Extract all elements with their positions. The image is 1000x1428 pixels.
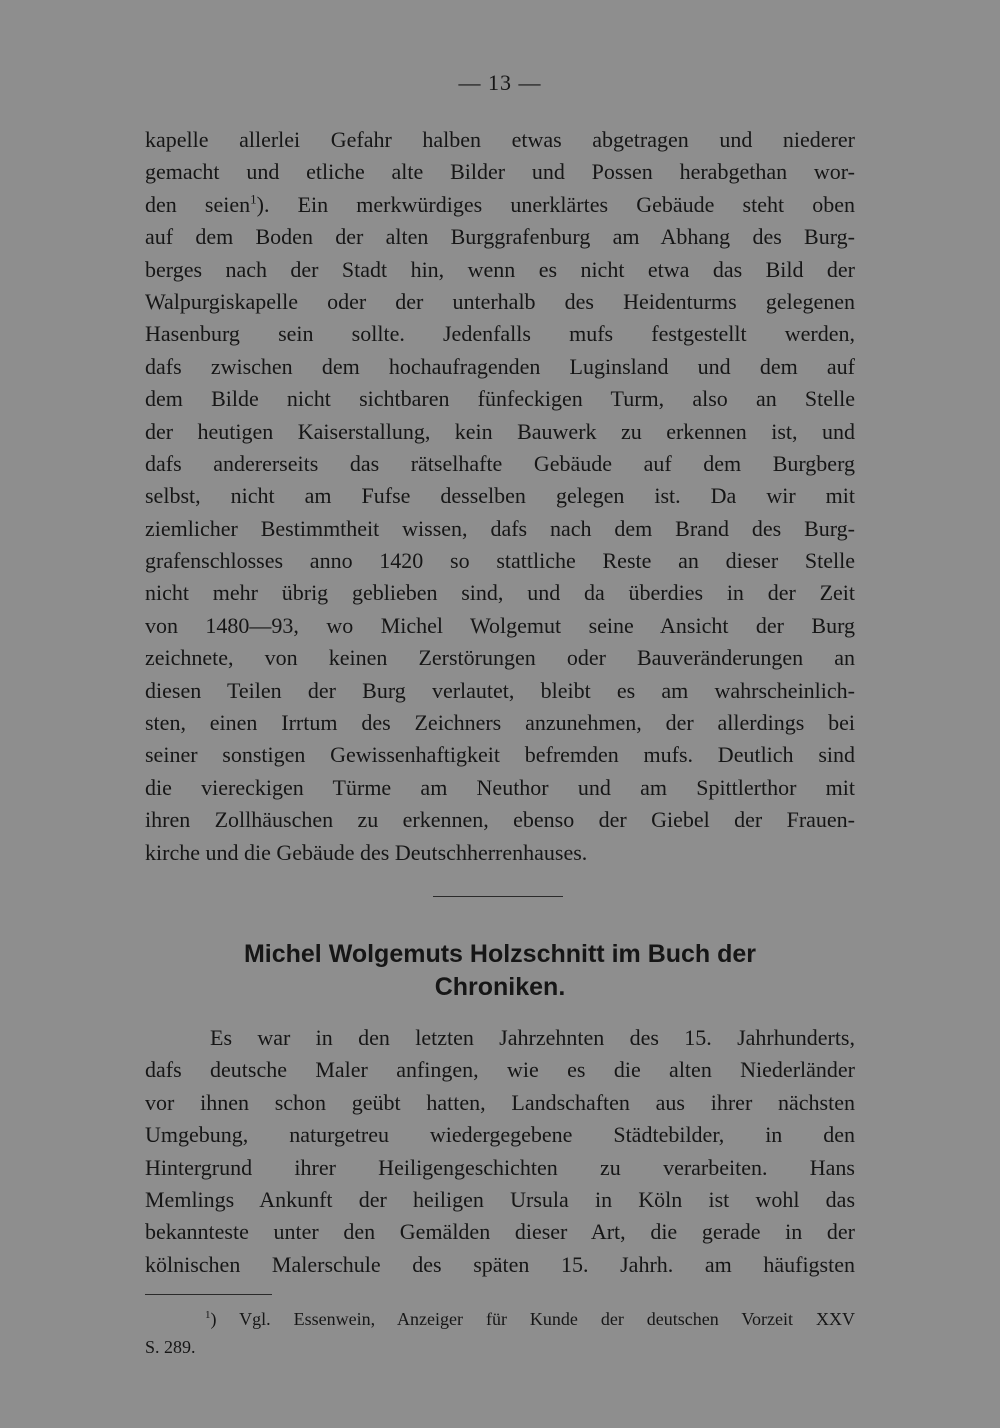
- text-line: berges nach der Stadt hin, wenn es nicht etwa das Bild der: [145, 256, 855, 282]
- page-number: — 13 —: [458, 70, 542, 95]
- text-line: von 1480—93, wo Michel Wolgemut seine Ansicht der Burg: [145, 612, 855, 638]
- footnote-line: [145, 1305, 855, 1333]
- text-line: seiner sonstigen Gewissenhaftigkeit befremden mufs. Deutlich sind: [145, 742, 855, 768]
- text-line: vor ihnen schon geübt hatten, Landschaften aus ihrer nächsten: [145, 1089, 855, 1115]
- footnote-divider: [145, 1294, 272, 1295]
- text-line: dafs zwischen dem hochaufragenden Luginsland und dem auf: [145, 353, 855, 379]
- text-line: gemacht und etliche alte Bilder und Possen herabgethan wor-: [145, 159, 855, 185]
- line-start: den seien: [145, 191, 251, 217]
- text-line: zeichnete, von keinen Zerstörungen oder Bauveränderungen an: [145, 645, 855, 671]
- footnote-reference[interactable]: 1: [250, 191, 257, 207]
- text-line: grafenschlosses anno 1420 so stattliche Reste an dieser Stelle: [145, 548, 855, 574]
- text-line: kapelle allerlei Gefahr halben etwas abgetragen und niederer: [145, 127, 855, 152]
- text-line: sten, einen Irrtum des Zeichners anzunehmen, der allerdings bei: [145, 710, 855, 736]
- text-line: selbst, nicht am Fufse desselben gelegen ist. Da wir mit: [145, 483, 855, 509]
- text-line: Walpurgiskapelle oder der unterhalb des Heidenturms gelegenen: [145, 288, 855, 314]
- text-line: dem Bilde nicht sichtbaren fünfeckigen Turm, also an Stelle: [145, 386, 855, 412]
- text-line: dafs deutsche Maler anfingen, wie es die alten Niederländer: [145, 1057, 855, 1083]
- footnote-marker: 1: [205, 1309, 211, 1321]
- footnote-line: S. 289.: [145, 1337, 196, 1357]
- text-line: ihren Zollhäuschen zu erkennen, ebenso der Giebel der Frauen-: [145, 807, 855, 833]
- text-line: die viereckigen Türme am Neuthor und am Spittlerthor mit: [145, 774, 855, 800]
- text-line: bekannteste unter den Gemälden dieser Art, die gerade in der: [145, 1219, 855, 1245]
- text-line: auf dem Boden der alten Burggrafenburg am Abhang des Burg-: [145, 224, 855, 250]
- body-paragraph-1: [145, 124, 855, 869]
- text-line: nicht mehr übrig geblieben sind, und da überdies in der Zeit: [145, 580, 855, 606]
- text-line: kölnischen Malerschule des späten 15. Jahrh. am häufigsten: [145, 1251, 855, 1277]
- text-line: Memlings Ankunft der heiligen Ursula in Köln ist wohl das: [145, 1186, 855, 1212]
- footnote: [145, 1305, 855, 1361]
- text-line: [145, 189, 855, 221]
- text-line: dafs andererseits das rätselhafte Gebäude auf dem Burgberg: [145, 450, 855, 476]
- text-line: Hasenburg sein sollte. Jedenfalls mufs festgestellt werden,: [145, 321, 855, 347]
- text-line: der heutigen Kaiserstallung, kein Bauwerk zu erkennen ist, und: [145, 418, 855, 444]
- text-line: diesen Teilen der Burg verlautet, bleibt es am wahrscheinlich-: [145, 677, 855, 703]
- section-divider: [433, 896, 563, 897]
- text-line: Umgebung, naturgetreu wiedergegebene Städtebilder, in den: [145, 1122, 855, 1148]
- text-line: kirche und die Gebäude des Deutschherrenhauses.: [145, 839, 588, 865]
- text-line: Es war in den letzten Jahrzehnten des 15. Jahrhunderts,: [210, 1025, 855, 1050]
- heading-line: Michel Wolgemuts Holzschnitt im Buch der: [243, 940, 757, 968]
- line-end: ). Ein merkwürdiges unerklärtes Gebäude steht oben: [256, 191, 855, 217]
- text-line: ziemlicher Bestimmtheit wissen, dafs nach dem Brand des Burg-: [145, 515, 855, 541]
- heading-line: Chroniken.: [434, 973, 566, 1001]
- body-paragraph-2: [145, 1022, 855, 1281]
- section-heading: [145, 938, 855, 1004]
- text-line: Hintergrund ihrer Heiligengeschichten zu verarbeiten. Hans: [145, 1154, 855, 1180]
- footnote-text: ) Vgl. Essenwein, Anzeiger für Kunde der deutschen Vorzeit XXV: [210, 1309, 855, 1329]
